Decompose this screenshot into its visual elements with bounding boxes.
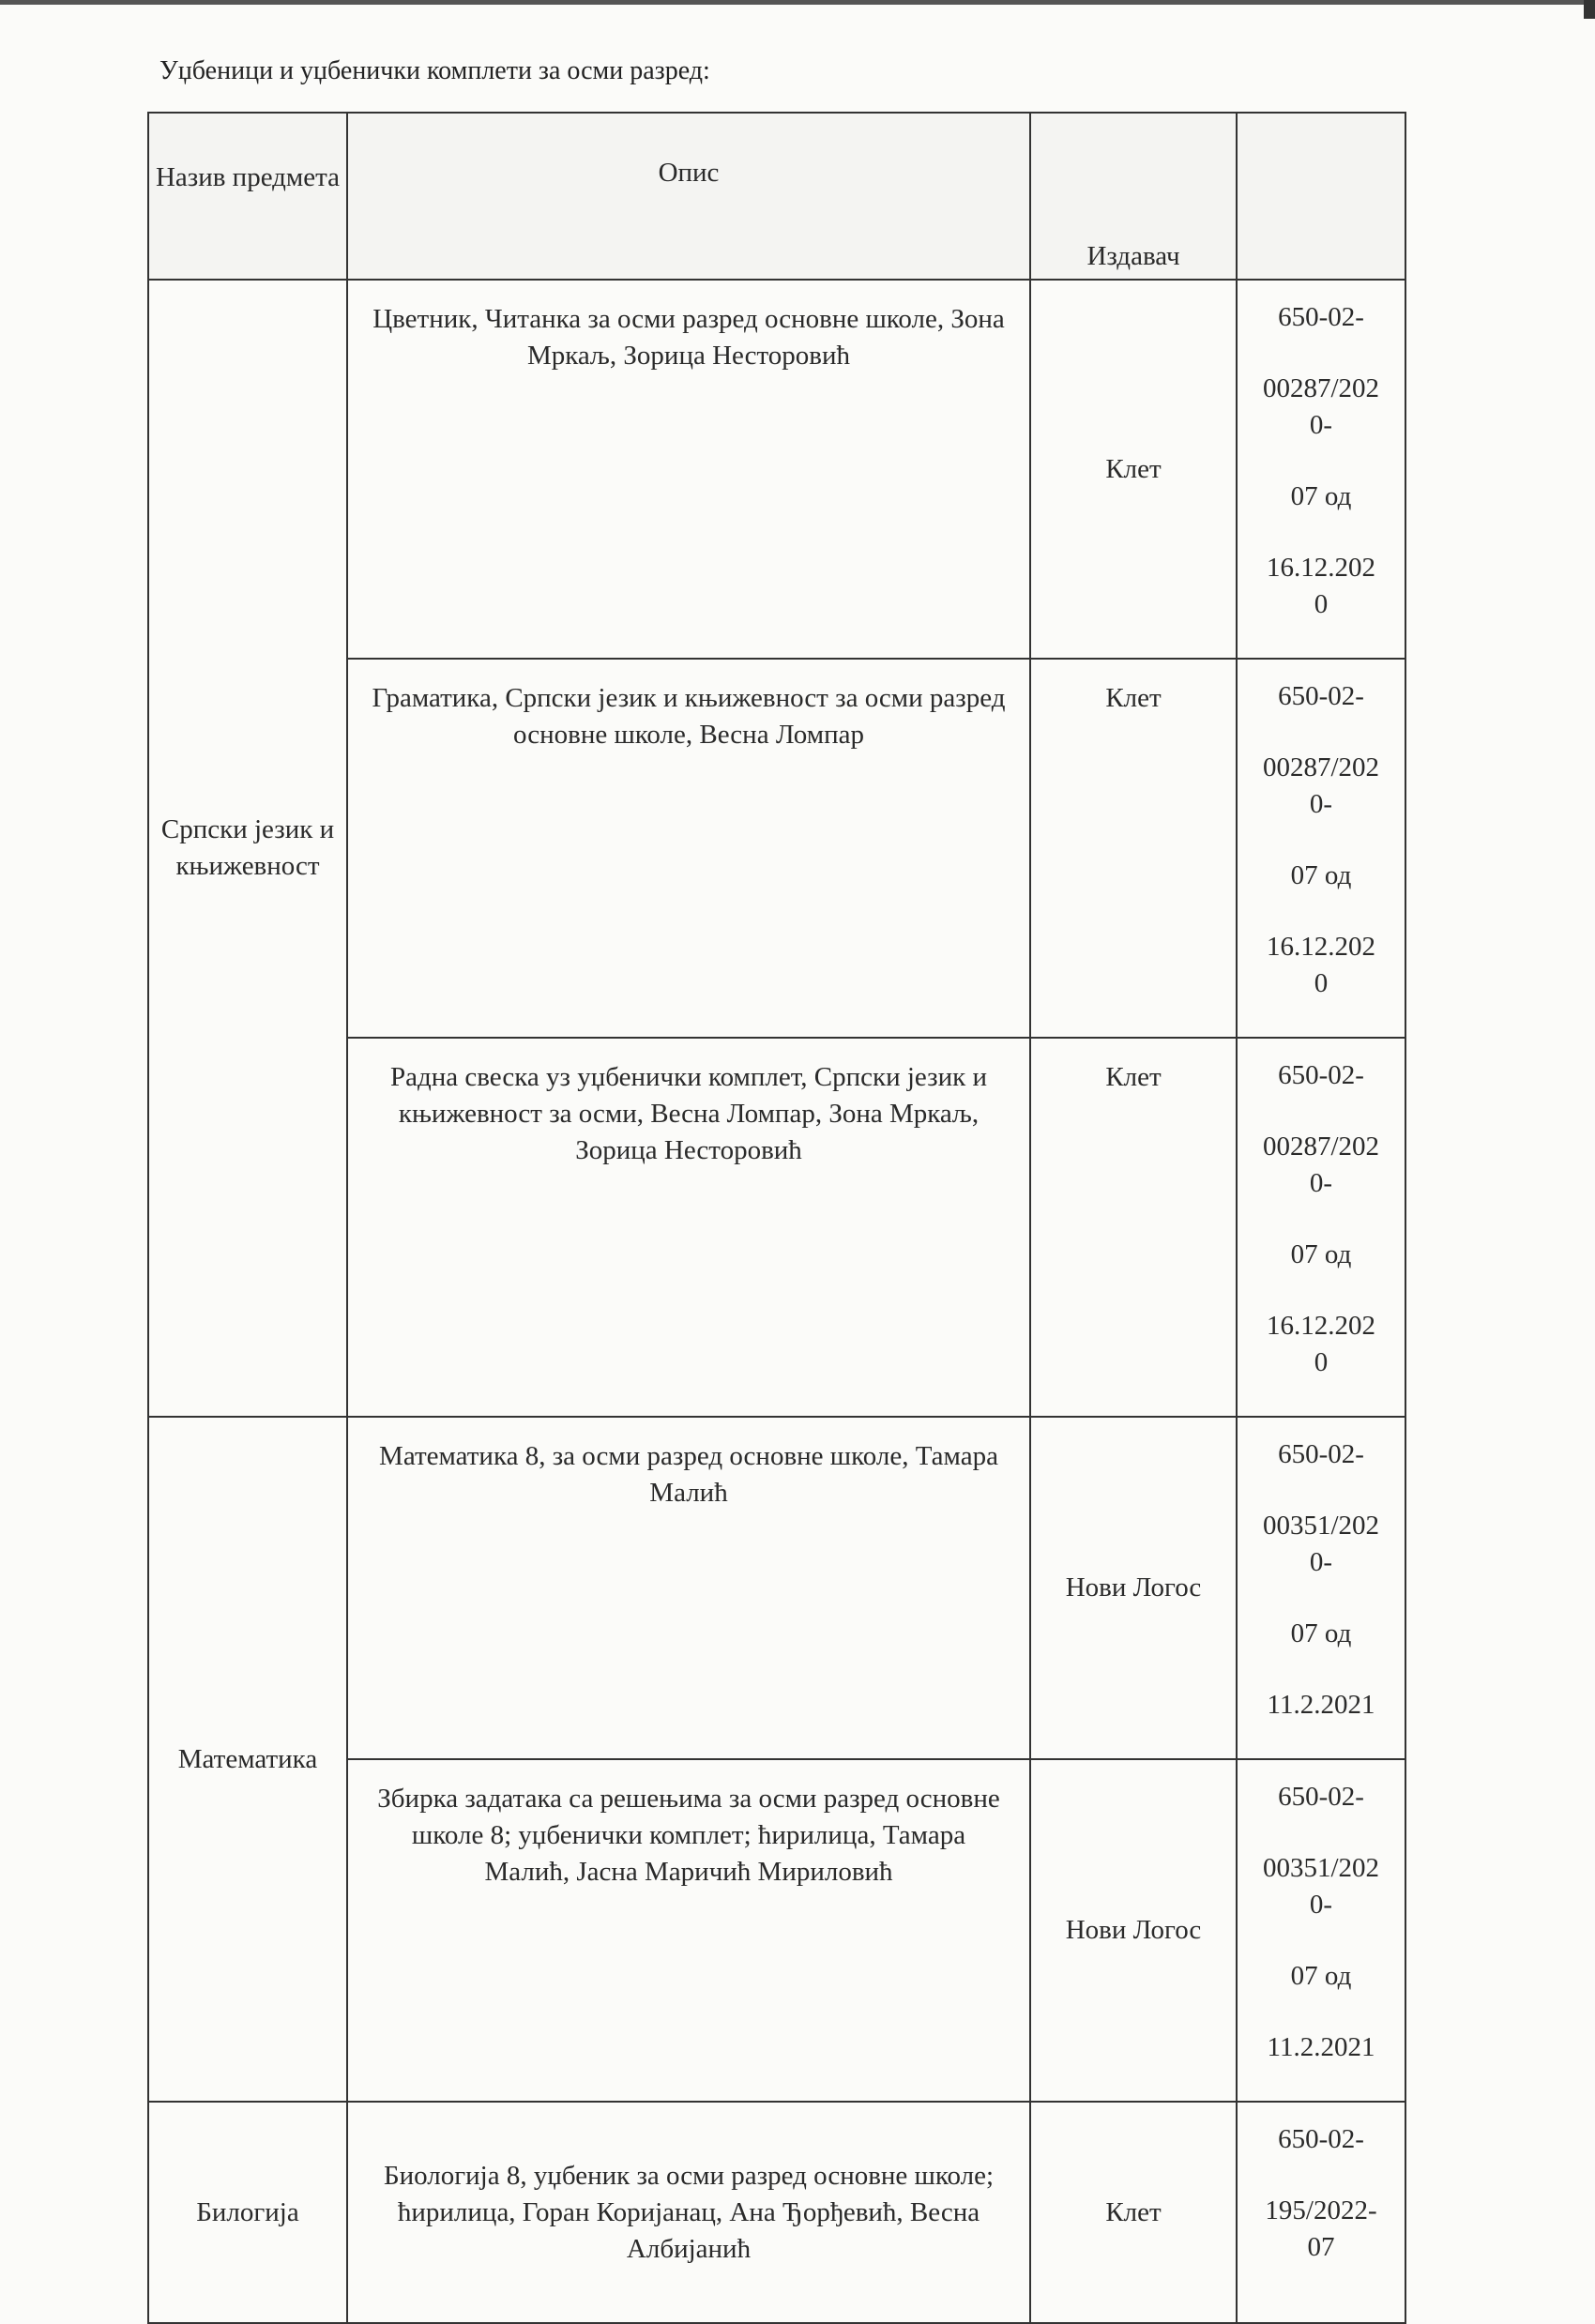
publisher-cell: Нови Логос	[1030, 1759, 1237, 2102]
publisher-cell: Клет	[1030, 1038, 1237, 1417]
header-approval	[1237, 113, 1405, 280]
subject-cell-math: Математика	[148, 1417, 347, 2102]
publisher-cell: Нови Логос	[1030, 1417, 1237, 1759]
approval-line: 195/2022-	[1265, 2195, 1377, 2225]
header-subject: Назив предмета	[148, 113, 347, 280]
description-cell: Граматика, Српски језик и књижевност за осми разред основне школе, Весна Ломпар	[347, 659, 1030, 1038]
description-cell: Математика 8, за осми разред основне школе, Тамара Малић	[347, 1417, 1030, 1759]
approval-line: 650-02-	[1278, 1782, 1364, 1812]
publisher-cell: Клет	[1030, 659, 1237, 1038]
publisher-cell: Клет	[1030, 2102, 1237, 2323]
description-cell: Биологија 8, уџбеник за осми разред основне школе; ћирилица, Горан Коријанац, Ана Ђорђевић, Весна Албијанић	[347, 2102, 1030, 2323]
approval-line: 0-	[1309, 1890, 1333, 1920]
approval-line: 650-02-	[1278, 1439, 1364, 1469]
description-cell: Радна свеска уз уџбенички комплет, Српски језик и књижевност за осми, Весна Ломпар, Зона Мркаљ, Зорица Несторовић	[347, 1038, 1030, 1417]
table-row	[148, 2102, 1405, 2323]
approval-line: 07 од	[1290, 481, 1352, 511]
approval-line: 00351/202	[1262, 1511, 1380, 1541]
approval-line: 16.12.202	[1267, 553, 1375, 583]
approval-line: 00287/202	[1262, 752, 1380, 782]
approval-line: 650-02-	[1278, 302, 1364, 332]
approval-line: 07 од	[1290, 1618, 1352, 1648]
approval-line: 650-02-	[1278, 2124, 1364, 2154]
approval-line: 11.2.2021	[1267, 2032, 1375, 2062]
approval-line: 0	[1314, 968, 1329, 998]
approval-line: 0	[1314, 1347, 1329, 1377]
approval-line: 650-02-	[1278, 681, 1364, 711]
header-publisher: Издавач	[1030, 113, 1237, 280]
approval-cell	[1237, 1038, 1405, 1417]
publisher-cell: Клет	[1030, 280, 1237, 659]
approval-line: 0-	[1309, 1168, 1333, 1198]
approval-line: 00351/202	[1262, 1853, 1380, 1883]
description-cell: Цветник, Читанка за осми разред основне школе, Зона Мркаљ, Зорица Несторовић	[347, 280, 1030, 659]
approval-line: 16.12.202	[1267, 932, 1375, 962]
description-cell: Збирка задатака са решењима за осми разред основне школе 8; уџбенички комплет; ћирилица, Тамара Малић, Јасна Маричић Мириловић	[347, 1759, 1030, 2102]
table-row	[148, 280, 1405, 659]
approval-line: 00287/202	[1262, 373, 1380, 403]
approval-line: 0-	[1309, 1547, 1333, 1577]
approval-line: 07 од	[1290, 1961, 1352, 1991]
scan-top-edge	[0, 0, 1595, 5]
approval-line: 07 од	[1290, 1239, 1352, 1269]
table-row	[148, 1417, 1405, 1759]
header-description: Опис	[347, 113, 1030, 280]
approval-line: 07	[1307, 2232, 1335, 2262]
approval-line: 11.2.2021	[1267, 1690, 1375, 1720]
approval-cell	[1237, 2102, 1405, 2323]
approval-line: 650-02-	[1278, 1060, 1364, 1090]
approval-line: 07 од	[1290, 860, 1352, 890]
subject-cell-serbian: Српски језик и књижевност	[148, 280, 347, 1417]
approval-line: 0-	[1309, 789, 1333, 819]
approval-line: 0	[1314, 589, 1329, 619]
table-header-row	[148, 113, 1405, 280]
approval-line: 0-	[1309, 410, 1333, 440]
page-title: Уџбеници и уџбенички комплети за осми разред:	[160, 56, 710, 85]
approval-line: 00287/202	[1262, 1132, 1380, 1162]
approval-cell	[1237, 1759, 1405, 2102]
textbook-table	[147, 112, 1406, 2324]
approval-cell	[1237, 280, 1405, 659]
approval-cell	[1237, 1417, 1405, 1759]
approval-cell	[1237, 659, 1405, 1038]
approval-line: 16.12.202	[1267, 1311, 1375, 1341]
scan-corner-mark	[1584, 0, 1595, 19]
subject-cell-biology: Билогија	[148, 2102, 347, 2323]
